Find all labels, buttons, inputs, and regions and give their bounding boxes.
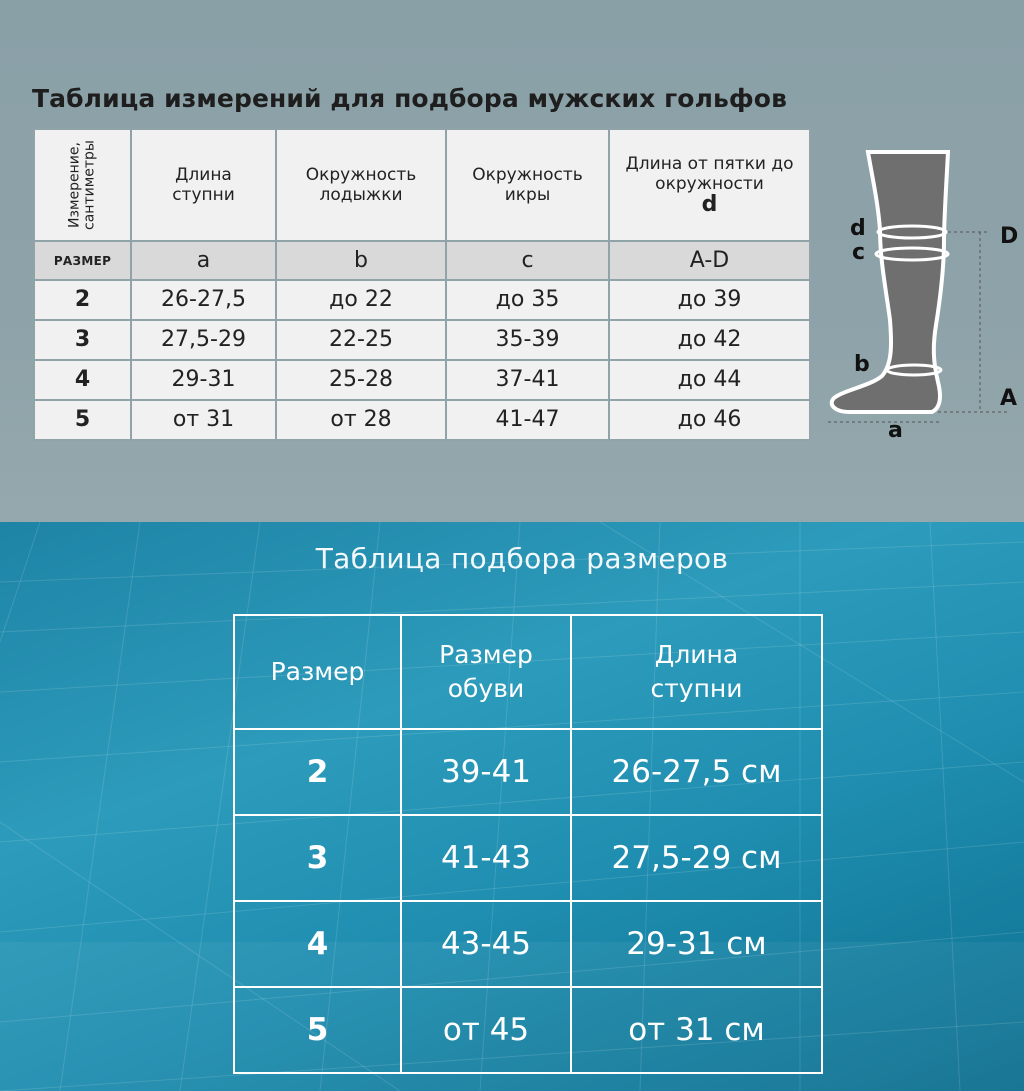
shoe-size-cell: от 45 <box>401 987 571 1073</box>
column-header-text: Окружность икры <box>472 165 583 205</box>
table-cell: 35-39 <box>447 321 608 359</box>
table-cell: 41-47 <box>447 401 608 439</box>
column-header <box>401 615 571 729</box>
corner-label: Измерение, сантиметры <box>66 139 98 230</box>
leg-diagram <box>820 150 1024 450</box>
table-cell: 27,5-29 <box>132 321 275 359</box>
foot-length-cell: 29-31 см <box>571 901 822 987</box>
table-cell: до 22 <box>277 281 445 319</box>
table-row <box>35 321 809 359</box>
size-table-title: Таблица подбора размеров <box>315 542 729 575</box>
table-cell: до 44 <box>610 361 809 399</box>
column-letter: a <box>132 242 275 279</box>
diagram-label-b: b <box>854 352 870 377</box>
measurement-title: Таблица измерений для подбора мужских гольфов <box>32 84 788 113</box>
column-letter: A-D <box>610 242 809 279</box>
foot-length-cell: 26-27,5 см <box>571 729 822 815</box>
diagram-label-a: a <box>888 418 903 443</box>
size-cell: 2 <box>234 729 401 815</box>
column-header <box>610 130 809 240</box>
measurement-letter-row <box>35 242 809 279</box>
column-header-text: Длина ступни <box>172 165 235 205</box>
table-row <box>35 361 809 399</box>
measurement-section <box>0 0 1024 522</box>
shoe-size-cell: 41-43 <box>401 815 571 901</box>
size-cell: 3 <box>35 321 130 359</box>
foot-length-cell: от 31 см <box>571 987 822 1073</box>
shoe-size-cell: 43-45 <box>401 901 571 987</box>
column-letter: c <box>447 242 608 279</box>
table-row <box>35 401 809 439</box>
column-header: Размер <box>234 615 401 729</box>
size-cell: 5 <box>35 401 130 439</box>
size-cell: 3 <box>234 815 401 901</box>
size-section <box>0 522 1024 1091</box>
table-row <box>35 281 809 319</box>
size-label: РАЗМЕР <box>35 242 130 279</box>
measurement-header-row <box>35 130 809 240</box>
diagram-label-A: A <box>1000 386 1018 411</box>
table-row <box>234 729 822 815</box>
column-header-letter: d <box>701 192 718 217</box>
column-header <box>571 615 822 729</box>
size-cell: 4 <box>35 361 130 399</box>
size-cell: 4 <box>234 901 401 987</box>
measurement-table <box>33 128 811 441</box>
diagram-label-d: d <box>850 216 866 241</box>
table-cell: 29-31 <box>132 361 275 399</box>
column-header <box>447 130 608 240</box>
diagram-label-c: c <box>852 240 866 265</box>
table-cell: 25-28 <box>277 361 445 399</box>
column-header-text: Размер обуви <box>439 640 533 703</box>
column-letter: b <box>277 242 445 279</box>
table-cell: от 31 <box>132 401 275 439</box>
table-cell: до 39 <box>610 281 809 319</box>
table-cell: от 28 <box>277 401 445 439</box>
column-header-text: Окружность лодыжки <box>305 165 417 205</box>
table-row <box>234 815 822 901</box>
size-cell: 2 <box>35 281 130 319</box>
column-header-text: Длина от пятки до окружности <box>625 154 794 194</box>
table-cell: 37-41 <box>447 361 608 399</box>
table-cell: 22-25 <box>277 321 445 359</box>
size-cell: 5 <box>234 987 401 1073</box>
table-row <box>234 987 822 1073</box>
shoe-size-cell: 39-41 <box>401 729 571 815</box>
foot-length-cell: 27,5-29 см <box>571 815 822 901</box>
size-header-row <box>234 615 822 729</box>
column-header-text: Длина ступни <box>650 640 743 703</box>
table-cell: 26-27,5 <box>132 281 275 319</box>
table-row <box>234 901 822 987</box>
size-table <box>233 614 823 1074</box>
column-header <box>132 130 275 240</box>
table-cell: до 35 <box>447 281 608 319</box>
corner-cell <box>35 130 130 240</box>
table-cell: до 42 <box>610 321 809 359</box>
column-header <box>277 130 445 240</box>
diagram-label-D: D <box>1000 224 1019 249</box>
table-cell: до 46 <box>610 401 809 439</box>
leg-illustration-icon <box>820 150 1024 450</box>
